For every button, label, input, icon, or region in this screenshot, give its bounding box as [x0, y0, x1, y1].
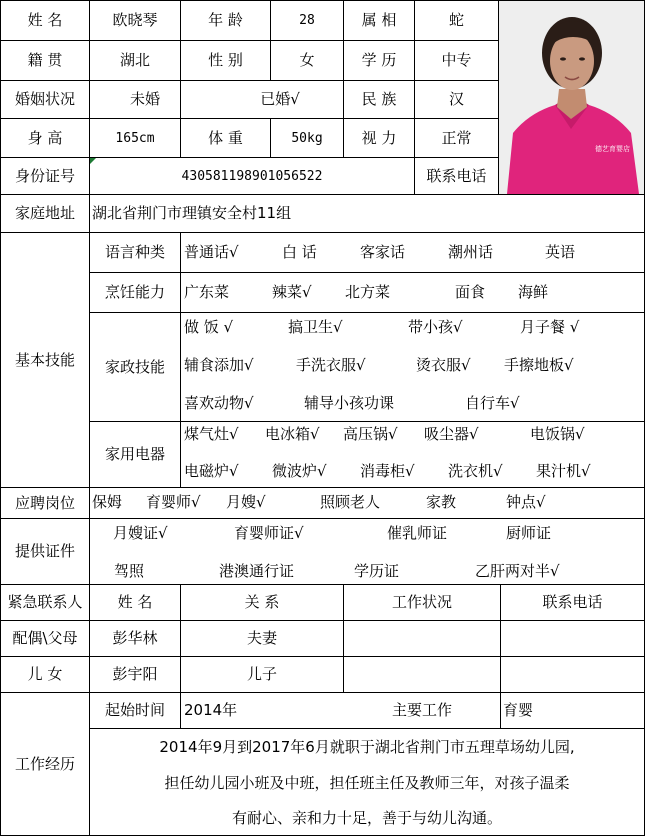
label-age: 年 龄 [208, 11, 243, 29]
certificate-item: 学历证 [354, 562, 400, 580]
header-contact-name: 姓 名 [117, 593, 153, 611]
appliance-item: 高压锅√ [343, 425, 398, 443]
profile-photo [499, 1, 644, 194]
shirt-logo-text: 德艺育婴店 [595, 145, 630, 153]
housework-item: 烫衣服√ [416, 356, 471, 374]
label-position: 应聘岗位 [14, 493, 75, 512]
position-item: 照顾老人 [320, 493, 381, 511]
value-age: 28 [299, 13, 315, 28]
value-marital-married: 已婚√ [260, 90, 300, 108]
language-item: 客家话 [360, 243, 406, 261]
label-address: 家庭地址 [14, 204, 75, 222]
certificate-item: 催乳师证 [387, 524, 448, 542]
value-main-work: 育婴 [503, 701, 534, 719]
housework-item: 自行车√ [465, 394, 520, 412]
value-gender: 女 [299, 51, 315, 69]
label-ethnicity: 民 族 [361, 90, 397, 108]
cooking-item: 面食 [455, 283, 486, 301]
position-item: 育婴师√ [146, 493, 201, 511]
language-item: 潮州话 [448, 243, 494, 261]
certificate-item: 厨师证 [506, 524, 552, 542]
label-start-time: 起始时间 [104, 701, 165, 719]
cooking-item: 辣菜√ [272, 283, 312, 301]
label-appliances: 家用电器 [104, 445, 165, 463]
value-height: 165cm [115, 130, 155, 146]
appliance-item: 消毒柜√ [360, 462, 415, 480]
child-name: 彭宇阳 [112, 665, 158, 683]
housework-item: 月子餐 √ [520, 318, 580, 336]
value-ethnicity: 汉 [448, 90, 464, 108]
child-relation: 儿子 [246, 665, 277, 683]
value-address: 湖北省荆门市理镇安全村11组 [92, 204, 292, 222]
certificate-item: 港澳通行证 [219, 562, 295, 580]
label-basic-skills: 基本技能 [14, 350, 75, 369]
label-children: 儿 女 [27, 665, 63, 683]
certificate-item: 驾照 [114, 562, 145, 580]
value-weight: 50kg [291, 130, 323, 146]
language-item: 英语 [545, 243, 576, 261]
value-start-time: 2014年 [184, 701, 238, 719]
housework-item: 搞卫生√ [288, 318, 343, 336]
appliance-item: 电饭锅√ [530, 425, 585, 443]
value-id-number: 430581198901056522 [181, 168, 323, 184]
appliance-item: 煤气灶√ [184, 425, 239, 443]
appliance-item: 果汁机√ [536, 462, 591, 480]
label-certificates: 提供证件 [14, 542, 75, 560]
position-item: 家教 [426, 493, 457, 511]
spouse-name: 彭华林 [112, 629, 158, 647]
value-vision: 正常 [441, 128, 472, 147]
header-contact-relation: 关 系 [244, 593, 280, 611]
label-vision: 视 力 [361, 128, 397, 147]
housework-item: 喜欢动物√ [184, 394, 254, 412]
appliance-item: 电磁炉√ [184, 462, 239, 480]
position-item: 保姆 [92, 493, 123, 511]
value-zodiac: 蛇 [448, 11, 464, 29]
header-contact-work: 工作状况 [391, 593, 452, 611]
label-emergency-contact: 紧急联系人 [7, 593, 83, 611]
cooking-item: 广东菜 [184, 283, 230, 301]
housework-item: 辅导小孩功课 [304, 394, 395, 412]
housework-item: 带小孩√ [408, 318, 463, 336]
value-marital-unmarried: 未婚 [129, 90, 160, 108]
work-description-line: 担任幼儿园小班及中班，担任班主任及教师三年，对孩子温柔 [164, 773, 570, 792]
language-item: 普通话√ [184, 243, 239, 261]
appliance-item: 吸尘器√ [424, 425, 479, 443]
appliance-item: 微波炉√ [272, 462, 327, 480]
value-education: 中专 [441, 51, 472, 69]
label-weight: 体 重 [208, 128, 243, 147]
value-origin: 湖北 [119, 51, 150, 69]
certificate-item: 育婴师证√ [234, 524, 304, 542]
housework-item: 手擦地板√ [504, 356, 574, 374]
housework-item: 辅食添加√ [184, 356, 254, 374]
label-height: 身 高 [27, 128, 63, 147]
label-spouse-parents: 配偶\父母 [12, 629, 78, 647]
language-item: 白 话 [282, 243, 317, 261]
work-description-line: 2014年9月到2017年6月就职于湖北省荆门市五理草场幼儿园, [159, 737, 575, 756]
certificate-item: 乙肝两对半√ [475, 562, 560, 580]
work-description-line: 有耐心、亲和力十足，善于与幼儿沟通。 [231, 808, 502, 827]
header-contact-phone: 联系电话 [542, 593, 603, 611]
label-marital: 婚姻状况 [14, 90, 75, 108]
portrait-image [499, 1, 644, 194]
position-item: 月嫂√ [226, 493, 266, 511]
cooking-item: 海鲜 [518, 283, 549, 301]
label-language: 语言种类 [104, 243, 165, 261]
appliance-item: 洗衣机√ [448, 462, 503, 480]
appliance-item: 电冰箱√ [265, 425, 320, 443]
label-origin: 籍 贯 [27, 51, 63, 69]
spouse-relation: 夫妻 [246, 629, 277, 647]
label-phone: 联系电话 [426, 166, 487, 185]
label-housework: 家政技能 [104, 357, 165, 376]
cooking-item: 北方菜 [345, 283, 391, 301]
label-gender: 性 别 [208, 51, 243, 69]
position-item: 钟点√ [506, 493, 546, 511]
label-name: 姓 名 [27, 11, 63, 29]
label-work-experience: 工作经历 [14, 754, 75, 773]
label-cooking: 烹饪能力 [104, 283, 165, 301]
label-education: 学 历 [361, 51, 397, 69]
housework-item: 做 饭 √ [184, 318, 234, 336]
label-main-work: 主要工作 [391, 701, 452, 719]
label-zodiac: 属 相 [361, 11, 397, 29]
certificate-item: 月嫂证√ [113, 524, 168, 542]
label-id: 身份证号 [14, 166, 75, 185]
housework-item: 手洗衣服√ [296, 356, 366, 374]
comment-marker-icon [90, 158, 96, 164]
value-name: 欧晓琴 [112, 11, 158, 29]
